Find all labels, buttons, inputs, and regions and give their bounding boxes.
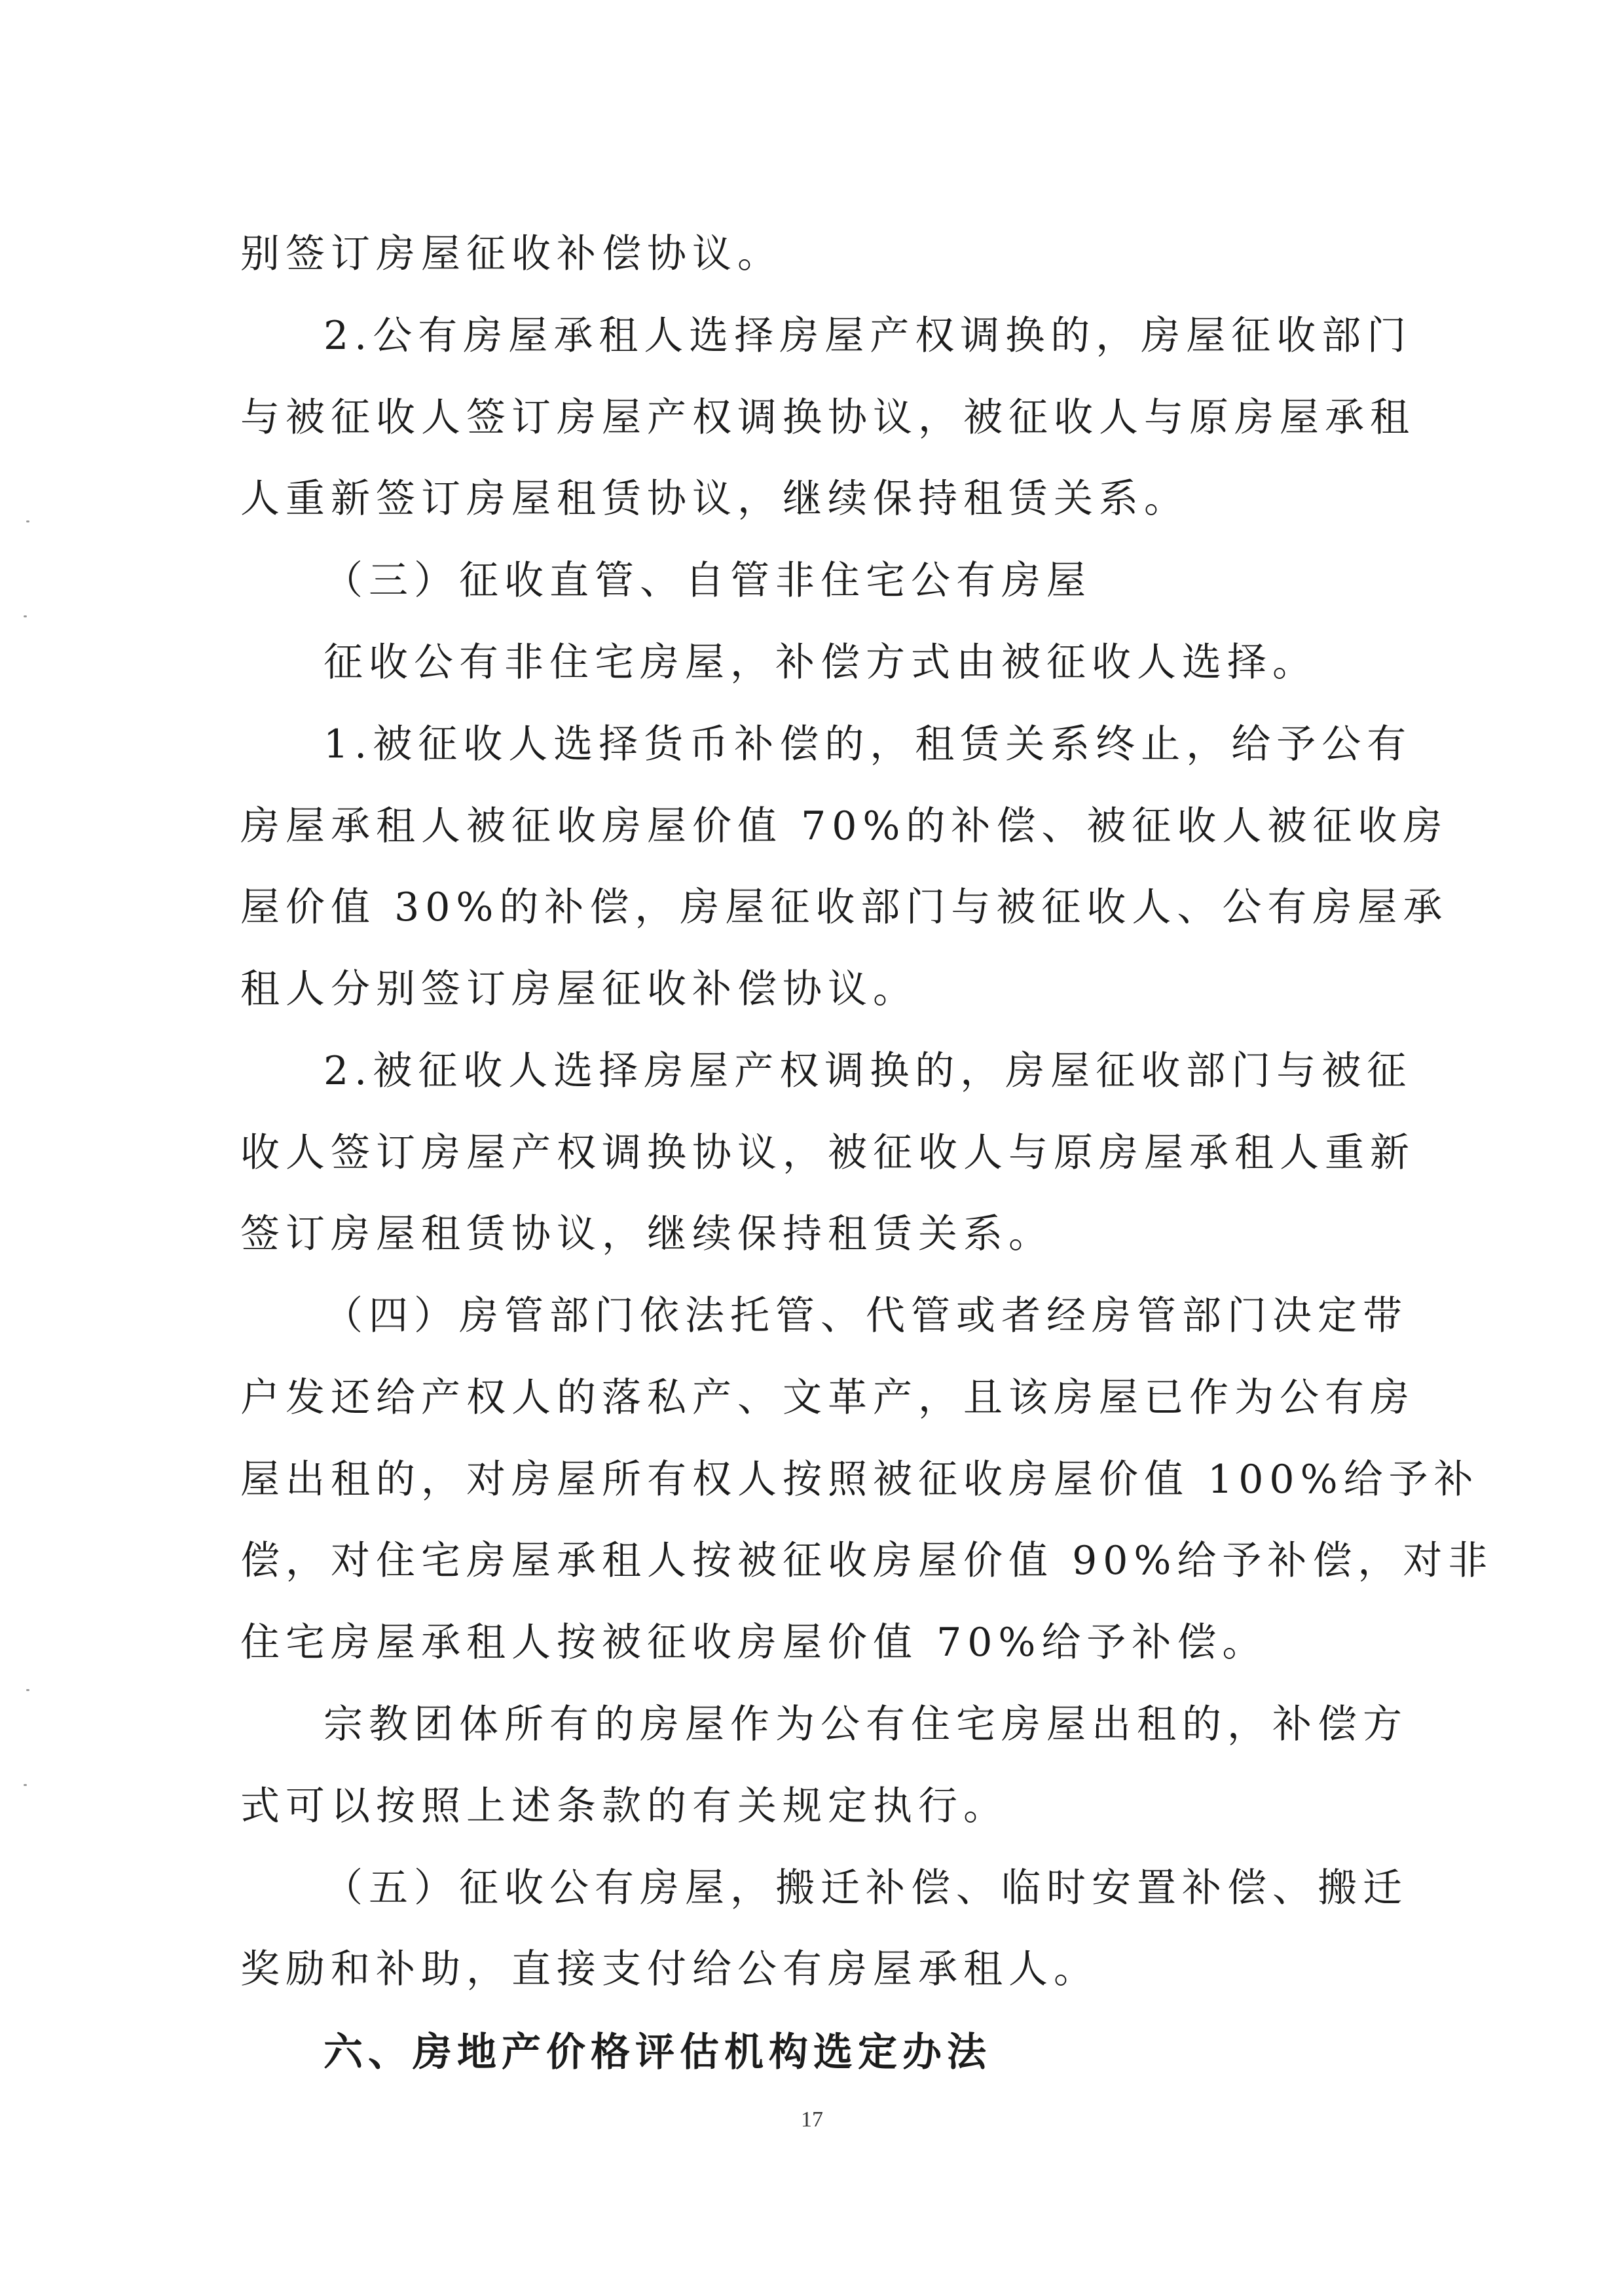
text-line: 屋出租的，对房屋所有权人按照被征收房屋价值 100%给予补	[240, 1457, 1479, 1503]
text-line: 收人签订房屋产权调换协议，被征收人与原房屋承租人重新	[240, 1130, 1415, 1176]
section-heading: 六、房地产价格评估机构选定办法	[323, 2030, 991, 2075]
text-line: 2.被征收人选择房屋产权调换的，房屋征收部门与被征	[323, 1048, 1412, 1094]
scan-speck	[24, 1784, 27, 1786]
text-line: 1.被征收人选择货币补偿的，租赁关系终止，给予公有	[323, 721, 1412, 767]
scan-speck	[24, 615, 27, 617]
text-line: 租人分别签订房屋征收补偿协议。	[240, 966, 918, 1012]
text-line: 屋价值 30%的补偿，房屋征收部门与被征收人、公有房屋承	[240, 884, 1449, 930]
text-line: 签订房屋租赁协议，继续保持租赁关系。	[240, 1211, 1054, 1257]
text-line: 别签订房屋征收补偿协议。	[240, 231, 783, 277]
page-number: 17	[801, 2107, 823, 2132]
text-line: 式可以按照上述条款的有关规定执行。	[240, 1783, 1008, 1829]
text-line: 住宅房屋承租人按被征收房屋价值 70%给予补偿。	[240, 1620, 1268, 1666]
text-line: 与被征收人签订房屋产权调换协议，被征收人与原房屋承租	[240, 395, 1415, 441]
text-line: 征收公有非住宅房屋，补偿方式由被征收人选择。	[323, 640, 1318, 685]
text-line: 户发还给产权人的落私产、文革产，且该房屋已作为公有房	[240, 1375, 1415, 1421]
text-line: 人重新签订房屋租赁协议，继续保持租赁关系。	[240, 476, 1189, 522]
text-line: 奖励和补助，直接支付给公有房屋承租人。	[240, 1946, 1099, 1992]
section-subheading: （五）征收公有房屋，搬迁补偿、临时安置补偿、搬迁	[323, 1865, 1408, 1911]
text-line: 宗教团体所有的房屋作为公有住宅房屋出租的，补偿方	[323, 1702, 1408, 1747]
text-line: 房屋承租人被征收房屋价值 70%的补偿、被征收人被征收房	[240, 803, 1449, 849]
section-subheading: （三）征收直管、自管非住宅公有房屋	[323, 558, 1092, 604]
text-line: 偿，对住宅房屋承租人按被征收房屋价值 90%给予补偿，对非	[240, 1538, 1494, 1584]
scan-speck	[26, 1689, 29, 1691]
section-subheading: （四）房管部门依法托管、代管或者经房管部门决定带	[323, 1293, 1408, 1339]
scan-speck	[26, 520, 29, 522]
text-line: 2.公有房屋承租人选择房屋产权调换的，房屋征收部门	[323, 313, 1412, 359]
